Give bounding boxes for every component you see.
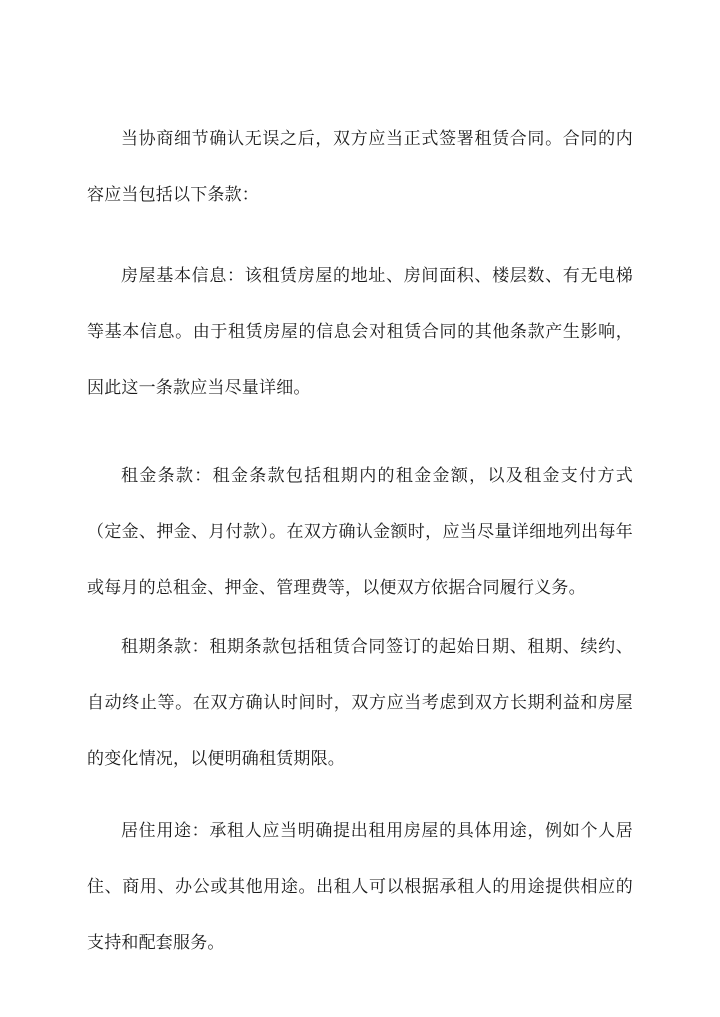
paragraph-lease-period: 租期条款：租期条款包括租赁合同签订的起始日期、租期、续约、自动终止等。在双方确认时间时，双方应当考虑到双方长期利益和房屋的变化情况，以便明确租赁期限。 [87, 637, 633, 769]
paragraph-property-info: 房屋基本信息：该租赁房屋的地址、房间面积、楼层数、有无电梯等基本信息。由于租赁房屋的信息会对租赁合同的其他条款产生影响，因此这一条款应当尽量详细。 [87, 266, 633, 398]
paragraph-residential-use: 居住用途：承租人应当明确提出租用房屋的具体用途，例如个人居住、商用、办公或其他用途。出租人可以根据承租人的用途提供相应的支持和配套服务。 [87, 821, 633, 953]
paragraph-contract-intro: 当协商细节确认无误之后，双方应当正式签署租赁合同。合同的内容应当包括以下条款： [87, 129, 633, 205]
paragraph-rent-terms: 租金条款：租金条款包括租期内的租金金额，以及租金支付方式（定金、押金、月付款）。在双方确认金额时，应当尽量详细地列出每年或每月的总租金、押金、管理费等，以便双方依据合同履行义务。 [87, 466, 633, 598]
